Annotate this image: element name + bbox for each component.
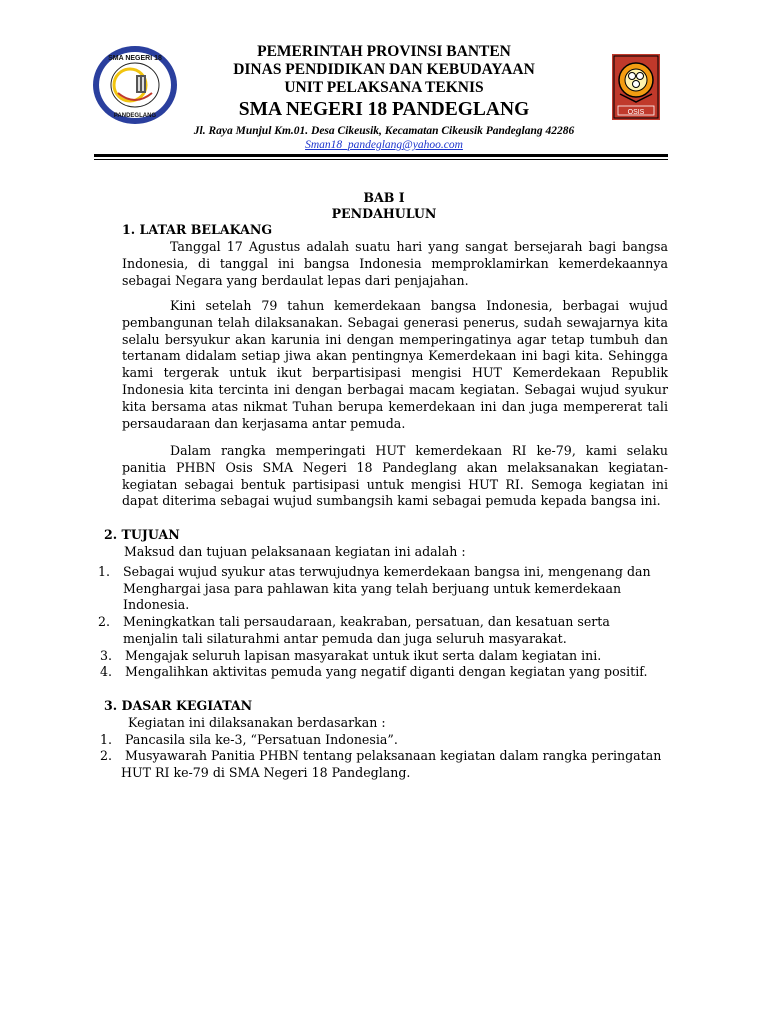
paragraph-2: Kini setelah 79 tahun kemerdekaan bangsa Indonesia, berbagai wujud pembangunan telah dilaksanakan. Sebagai generasi penerus, sudah sewajarnya kita selalu bersyukur akan karunia ini dengan memperingatinya agar tetap tumbuh dan tertanam didalam setiap jiwa akan pentingnya Kemerdekaan ini bagi kita. Sehingga kami tergerak untuk ikut berpartisipasi mengisi HUT Kemerdekaan Republik Indonesia kita tercinta ini dengan berbagai macam kegiatan. Sebagai wujud syukur kita bersama atas nikmat Tuhan berupa kemerdekaan ini dan juga mempererat tali persaudaraan dan kerjasama antar pemuda. <box>122 298 668 431</box>
section-heading-latar-belakang: 1. LATAR BELAKANG <box>122 222 273 237</box>
letterhead-line2: DINAS PENDIDIKAN DAN KEBUDAYAAN <box>233 61 535 78</box>
school-address: Jl. Raya Munjul Km.01. Desa Cikeusik, Kecamatan Cikeusik Pandeglang 42286 <box>193 125 575 137</box>
school-email-link[interactable]: Sman18_pandeglang@yahoo.com <box>305 139 463 151</box>
logo-bottom-text: PANDEGLANG <box>113 113 157 119</box>
logo-top-text: SMA NEGERI 18 <box>108 55 162 62</box>
osis-logo-icon <box>612 54 660 120</box>
section-heading-dasar-kegiatan: 3. DASAR KEGIATAN <box>104 698 253 713</box>
list-item-line: Menghargai jasa para pahlawan kita yang telah berjuang untuk kemerdekaan <box>123 581 622 596</box>
list-item-line: Pancasila sila ke-3, “Persatuan Indonesia”. <box>125 732 398 747</box>
school-logo-icon <box>92 45 178 125</box>
osis-text: OSIS <box>627 109 645 116</box>
paragraph-1: Tanggal 17 Agustus adalah suatu hari yang sangat bersejarah bagi bangsa Indonesia, di tanggal ini bangsa Indonesia memproklamirkan kemerdekaannya sebagai Negara yang berdaulat lepas dari penjajahan. <box>122 239 668 288</box>
school-name: SMA NEGERI 18 PANDEGLANG <box>238 99 530 120</box>
list-item-number: 4. <box>100 664 113 679</box>
dasar-intro: Kegiatan ini dilaksanakan berdasarkan : <box>128 715 386 730</box>
list-item-line: Mengalihkan aktivitas pemuda yang negatif diganti dengan kegiatan yang positif. <box>125 664 648 679</box>
list-item-number: 1. <box>98 564 111 579</box>
list-item-line: Musyawarah Panitia PHBN tentang pelaksanaan kegiatan dalam rangka peringatan <box>125 748 662 763</box>
letterhead-line1: PEMERINTAH PROVINSI BANTEN <box>257 43 511 60</box>
letterhead-divider-thick <box>94 154 668 157</box>
list-item-line: HUT RI ke-79 di SMA Negeri 18 Pandeglang. <box>121 765 411 780</box>
list-item-line: Mengajak seluruh lapisan masyarakat untuk ikut serta dalam kegiatan ini. <box>125 648 602 663</box>
list-item-number: 3. <box>100 648 113 663</box>
list-item-line: Sebagai wujud syukur atas terwujudnya kemerdekaan bangsa ini, mengenang dan <box>123 564 651 579</box>
list-item-line: menjalin tali silaturahmi antar pemuda dan juga seluruh masyarakat. <box>123 631 567 646</box>
letterhead-divider-thin <box>94 159 668 160</box>
list-item-number: 1. <box>100 732 113 747</box>
tujuan-intro: Maksud dan tujuan pelaksanaan kegiatan ini adalah : <box>124 544 466 559</box>
list-item-line: Indonesia. <box>123 597 190 612</box>
section-heading-tujuan: 2. TUJUAN <box>104 527 180 542</box>
paragraph-3: Dalam rangka memperingati HUT kemerdekaan RI ke-79, kami selaku panitia PHBN Osis SMA Negeri 18 Pandeglang akan melaksanakan kegiatan-kegiatan sebagai bentuk partisipasi untuk mengisi HUT RI. Semoga kegiatan ini dapat diterima sebagai wujud sumbangsih kami sebagai pemuda kepada bangsa ini. <box>122 443 668 509</box>
list-item-number: 2. <box>100 748 113 763</box>
letterhead-line3: UNIT PELAKSANA TEKNIS <box>284 79 484 96</box>
chapter-number: BAB I <box>363 190 405 205</box>
list-item-line: Meningkatkan tali persaudaraan, keakraban, persatuan, dan kesatuan serta <box>123 614 610 629</box>
school-email-line <box>94 138 674 152</box>
chapter-title: PENDAHULUN <box>331 206 437 221</box>
list-item-number: 2. <box>98 614 111 629</box>
letterhead <box>170 43 598 122</box>
